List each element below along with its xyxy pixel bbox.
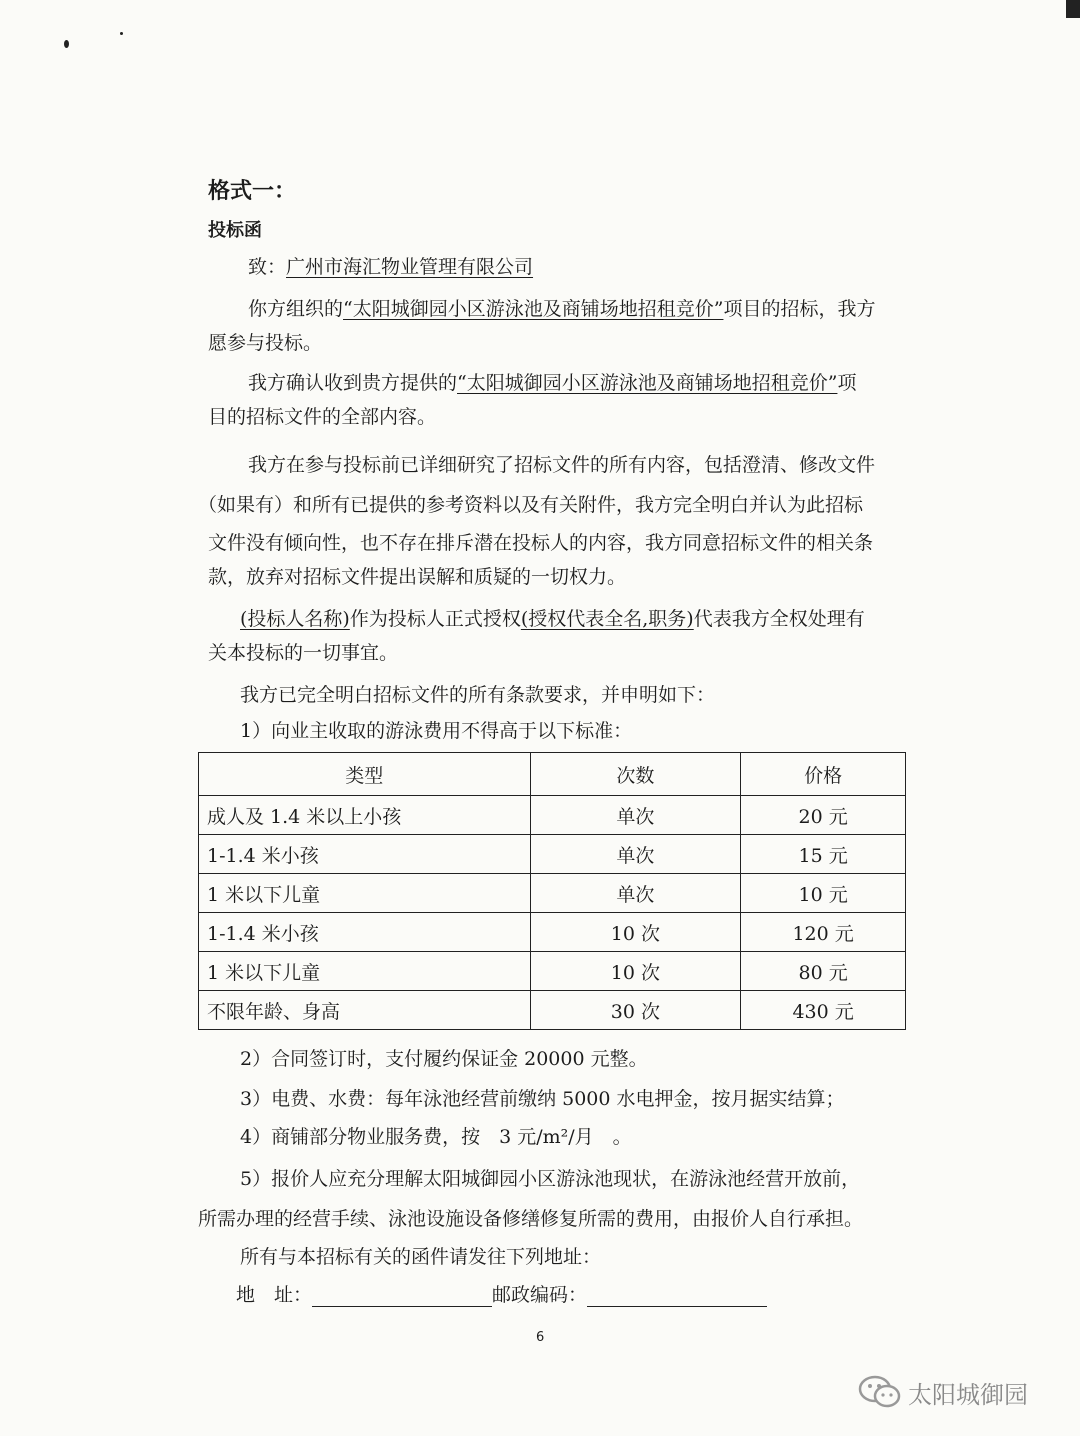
table-row (199, 835, 906, 874)
column-header-price: 价格 (741, 753, 906, 796)
table-row (199, 952, 906, 991)
para3-line4: 款，放弃对招标文件提出误解和质疑的一切权力。 (208, 566, 627, 588)
para4-line1 (240, 604, 865, 631)
para6: 所有与本招标有关的函件请发往下列地址： (240, 1246, 602, 1268)
item3: 3）电费、水费：每年泳池经营前缴纳 5000 水电押金，按月据实结算； (240, 1088, 845, 1110)
para4-text: 代表我方全权处理有 (693, 608, 865, 630)
para5: 我方已完全明白招标文件的所有条款要求，并申明如下： (240, 684, 716, 706)
project-name: “太阳城御园小区游泳池及商铺场地招租竞价” (343, 298, 724, 320)
para1-line2: 愿参与投标。 (208, 332, 323, 354)
cell-price: 10 元 (741, 874, 906, 913)
table-row (199, 913, 906, 952)
bidder-name-placeholder: (投标人名称) (240, 608, 350, 630)
table-header-row (199, 753, 906, 796)
para2-line1 (248, 368, 856, 395)
item1: 1）向业主收取的游泳费用不得高于以下标准： (240, 720, 633, 742)
addressee-line (248, 252, 533, 279)
cell-price: 15 元 (741, 835, 906, 874)
para3-line1: 我方在参与投标前已详细研究了招标文件的所有内容，包括澄清、修改文件 (248, 454, 876, 476)
address-label: 地 址： (236, 1284, 313, 1306)
cell-type: 1-1.4 米小孩 (199, 835, 531, 874)
para2-text: 项 (837, 372, 857, 394)
cell-times: 30 次 (530, 991, 741, 1030)
cell-type: 1 米以下儿童 (199, 874, 531, 913)
address-blank (312, 1288, 492, 1307)
cell-price: 20 元 (741, 796, 906, 835)
table-row (199, 991, 906, 1030)
cell-type: 成人及 1.4 米以上小孩 (199, 796, 531, 835)
scan-corner-mark (1066, 0, 1080, 18)
item4: 4）商铺部分物业服务费，按 3 元/m²/月 。 (240, 1126, 632, 1148)
para4-line2: 关本投标的一切事宜。 (208, 642, 399, 664)
column-header-times: 次数 (530, 753, 741, 796)
cell-price: 120 元 (741, 913, 906, 952)
cell-type: 不限年龄、身高 (199, 991, 531, 1030)
para2-line2: 目的招标文件的全部内容。 (208, 406, 437, 428)
para2-text: 我方确认收到贵方提供的 (248, 372, 458, 394)
item5-line1: 5）报价人应充分理解太阳城御园小区游泳池现状，在游泳池经营开放前， (240, 1168, 861, 1190)
cell-times: 单次 (530, 835, 741, 874)
cell-price: 80 元 (741, 952, 906, 991)
para3-line3: 文件没有倾向性，也不存在排斥潜在投标人的内容，我方同意招标文件的相关条 (208, 532, 874, 554)
project-name: “太阳城御园小区游泳池及商铺场地招租竞价” (457, 372, 838, 394)
wechat-icon (858, 1374, 902, 1410)
item2: 2）合同签订时，支付履约保证金 20000 元整。 (240, 1048, 648, 1070)
cell-price: 430 元 (741, 991, 906, 1030)
address-line (236, 1280, 767, 1307)
scan-speck (120, 32, 123, 35)
table-row (199, 874, 906, 913)
swimming-fee-table (198, 752, 906, 1030)
para1-text: 项目的招标，我方 (723, 298, 876, 320)
column-header-type: 类型 (199, 753, 531, 796)
addressee-name: 广州市海汇物业管理有限公司 (286, 256, 534, 278)
para1-text: 你方组织的 (248, 298, 344, 320)
cell-times: 10 次 (530, 952, 741, 991)
cell-type: 1-1.4 米小孩 (199, 913, 531, 952)
para4-text: 作为投标人正式授权 (349, 608, 521, 630)
letter-title: 投标函 (208, 220, 262, 241)
cell-times: 10 次 (530, 913, 741, 952)
postcode-label: 邮政编码： (492, 1284, 588, 1306)
para1-line1 (248, 294, 875, 321)
cell-times: 单次 (530, 874, 741, 913)
page-number: 6 (536, 1330, 545, 1345)
format-heading: 格式一： (208, 179, 297, 204)
item5-line2: 所需办理的经营手续、泳池设施设备修缮修复所需的费用，由报价人自行承担。 (198, 1208, 864, 1230)
addressee-prefix: 致： (248, 256, 287, 278)
postcode-blank (587, 1288, 767, 1307)
watermark-text: 太阳城御园 (908, 1380, 1028, 1409)
watermark (858, 1374, 1028, 1410)
cell-type: 1 米以下儿童 (199, 952, 531, 991)
para3-line2: （如果有）和所有已提供的参考资料以及有关附件，我方完全明白并认为此招标 (198, 494, 864, 516)
representative-placeholder: (授权代表全名,职务) (520, 608, 694, 630)
table-row (199, 796, 906, 835)
cell-times: 单次 (530, 796, 741, 835)
scan-speck (64, 40, 69, 48)
